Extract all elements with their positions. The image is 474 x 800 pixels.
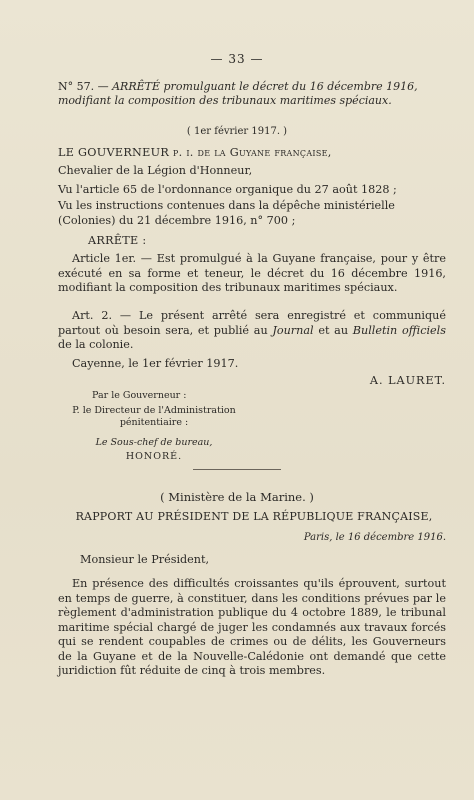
arrete-label: ARRÊTE : — [88, 234, 147, 247]
rapport-paragraph: En présence des difficultés croissantes qu'ils éprouvent, surtout en temps de guerre, à constituer, dans les conditions prévues par le règlement d'administration publique du 4 octobre 1889, le tribunal maritime spécial chargé de juger les condamnés aux travaux forcés qui se rendent coupables de crimes ou de délits, les Gouverneurs de la Guyane et de la Nouvelle-Calédonie ont demandé que cette juridiction fût réduite de cinq à trois membres. — [58, 577, 446, 677]
ministere-heading: ( Ministère de la Marine. ) — [160, 490, 314, 504]
section-divider — [193, 469, 281, 470]
salutation: Monsieur le Président, — [80, 553, 210, 566]
arrete-date: ( 1er février 1917. ) — [186, 126, 288, 137]
rapport-title: RAPPORT AU PRÉSIDENT DE LA RÉPUBLIQUE FRANÇAISE, — [75, 510, 433, 523]
sous-chef-name: HONORÉ. — [125, 451, 183, 462]
vu-article: Vu l'article 65 de l'ordonnance organique du 27 août 1828 ; — [58, 183, 397, 196]
rapport-date: Paris, le 16 décembre 1916. — [303, 532, 446, 543]
article-1: Article 1er. — Est promulgué à la Guyane française, pour y être exécuté en sa forme et teneur, le décret du 16 décembre 1916, modifiant la composition des tribunaux maritimes spéciaux. — [58, 252, 446, 294]
directeur-line: P. le Directeur de l'Administration pénitentiaire : — [72, 405, 236, 428]
place-date: Cayenne, le 1er février 1917. — [72, 357, 239, 370]
bulletin-ref: Bulletin officiels — [352, 323, 446, 337]
gouverneur-line-2: Chevalier de la Légion d'Honneur, — [58, 164, 253, 177]
par-gouverneur: Par le Gouverneur : — [92, 390, 187, 401]
sous-chef-line: Le Sous-chef de bureau, — [95, 437, 213, 448]
gouverneur-line-1: LE GOUVERNEUR p. i. de la Guyane française, — [58, 146, 332, 159]
signature: A. LAURET. — [369, 374, 446, 387]
page-number: — 33 — — [210, 52, 264, 66]
journal-ref: Journal — [272, 323, 314, 337]
arrete-heading — [58, 80, 438, 108]
arrete-number: N° 57. — [58, 80, 95, 93]
vu-instructions: Vu les instructions contenues dans la dépêche ministérielle (Colonies) du 21 décembre 1916, n° 700 ; — [58, 199, 395, 227]
arrete-title: — ARRÊTÉ promulguant le décret du 16 décembre 1916, modifiant la composition des tribunaux maritimes spéciaux. — [58, 80, 418, 107]
article-2: Art. 2. — Le présent arrêté sera enregistré et communiqué partout où besoin sera, et publié au Journal et au Bulletin officiels de la colonie. — [58, 309, 446, 351]
